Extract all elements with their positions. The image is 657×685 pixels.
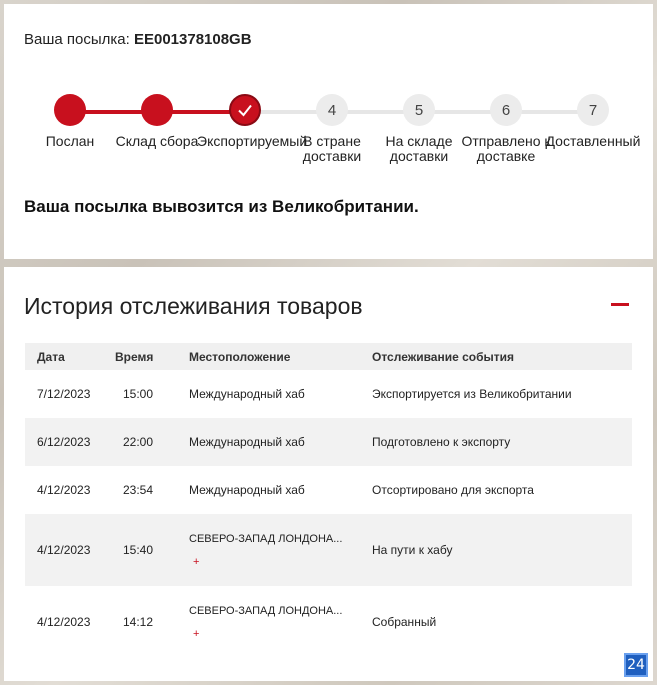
cell-time: 14:12 (123, 615, 154, 629)
cell-time: 15:00 (123, 387, 154, 401)
parcel-status-card (4, 4, 653, 259)
expand-plus-icon[interactable]: + (193, 556, 200, 568)
column-location: Местоположение (189, 349, 291, 364)
step-label: Склад сбора (115, 133, 199, 149)
history-title: История отслеживания товаров (24, 293, 363, 319)
step-label: Отправлено к доставке (461, 133, 551, 164)
cell-date: 7/12/2023 (37, 387, 91, 401)
tracking-history-card (4, 267, 653, 681)
cell-event: Экспортируется из Великобритании (372, 387, 572, 401)
cell-time: 15:40 (123, 543, 154, 557)
table-row (25, 370, 632, 418)
column-time: Время (115, 349, 154, 364)
column-event: Отслеживание события (372, 349, 515, 364)
checkmark-icon (236, 101, 254, 119)
step-number: 7 (588, 101, 598, 119)
step-node-4 (316, 94, 348, 126)
expand-plus-icon[interactable]: + (193, 628, 200, 640)
location-text: СЕВЕРО-ЗАПАД ЛОНДОНА... (189, 605, 343, 617)
step-node-3 (229, 94, 261, 126)
step-node-1 (54, 94, 86, 126)
step-label: На складе доставки (385, 133, 453, 164)
table-row (25, 466, 632, 514)
parcel-number-line (24, 31, 252, 48)
step-label: Послан (45, 133, 95, 149)
cell-event: Подготовлено к экспорту (372, 435, 511, 449)
badge-24-icon[interactable]: 24 (624, 653, 648, 677)
cell-location: Международный хаб (189, 435, 305, 449)
location-text: СЕВЕРО-ЗАПАД ЛОНДОНА... (189, 533, 343, 545)
step-label: Экспортируемый (197, 133, 308, 149)
parcel-number: EE001378108GB (133, 31, 252, 48)
step-number: 4 (327, 101, 337, 119)
cell-event: На пути к хабу (372, 543, 453, 557)
cell-time: 23:54 (123, 483, 154, 497)
cell-event: Отсортировано для экспорта (372, 483, 534, 497)
step-number: 6 (501, 101, 511, 119)
progress-tracker (4, 94, 653, 174)
cell-date: 4/12/2023 (37, 543, 91, 557)
column-date: Дата (37, 349, 65, 364)
cell-location (189, 533, 372, 567)
step-node-7 (577, 94, 609, 126)
status-message: Ваша посылка вывозится из Великобритании. (24, 197, 419, 216)
table-row (25, 586, 632, 658)
cell-event: Собранный (372, 615, 437, 629)
table-header (25, 343, 632, 370)
cell-location: Международный хаб (189, 387, 305, 401)
step-node-2 (141, 94, 173, 126)
step-label: Доставленный (545, 133, 641, 149)
step-label: В стране доставки (302, 133, 362, 164)
collapse-minus-icon[interactable] (611, 303, 629, 306)
parcel-label: Ваша посылка: (24, 31, 130, 48)
cell-date: 4/12/2023 (37, 483, 91, 497)
step-node-6 (490, 94, 522, 126)
cell-location: Международный хаб (189, 483, 305, 497)
cell-date: 4/12/2023 (37, 615, 91, 629)
table-row (25, 418, 632, 466)
cell-date: 6/12/2023 (37, 435, 91, 449)
history-table (25, 343, 632, 658)
table-row (25, 514, 632, 586)
step-node-5 (403, 94, 435, 126)
step-number: 5 (414, 101, 424, 119)
cell-location (189, 605, 372, 639)
cell-time: 22:00 (123, 435, 154, 449)
